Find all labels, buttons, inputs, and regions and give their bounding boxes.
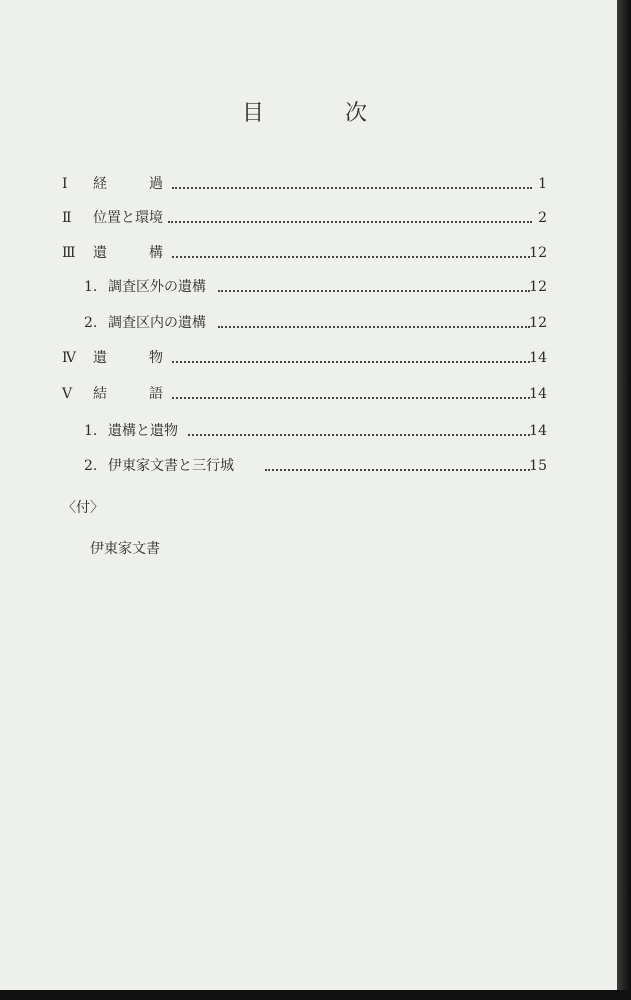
toc-label: 伊東家文書と三行城 — [108, 458, 234, 474]
toc-entry-4 — [0, 347, 617, 369]
toc-label: 調査区内の遺構 — [108, 315, 206, 331]
toc-number: 2. — [84, 315, 98, 331]
page-edge-shadow — [617, 0, 631, 1000]
toc-number: Ⅱ — [62, 210, 72, 226]
appendix-item: 伊東家文書 — [90, 541, 160, 557]
toc-entry-5-2 — [0, 455, 617, 477]
toc-entry-3-1 — [0, 276, 617, 298]
toc-number: Ⅰ — [62, 176, 68, 192]
toc-number: Ⅲ — [62, 245, 76, 261]
page-edge-bottom — [0, 990, 631, 1000]
toc-entry-5 — [0, 383, 617, 405]
toc-entry-1 — [0, 173, 617, 195]
toc-entry-2 — [0, 207, 617, 229]
toc-page-number: 12 — [529, 279, 547, 295]
dot-leader — [168, 221, 532, 223]
toc-number: Ⅳ — [62, 350, 76, 366]
dot-leader — [172, 397, 530, 399]
toc-page-number: 1 — [538, 176, 547, 192]
dot-leader — [172, 187, 532, 189]
page-title — [0, 96, 617, 126]
toc-number: 2. — [84, 458, 98, 474]
toc-number: 1. — [84, 279, 98, 295]
toc-page-number: 14 — [529, 386, 547, 402]
toc-page-number: 12 — [529, 245, 547, 261]
toc-page-number: 14 — [529, 423, 547, 439]
toc-page-number: 12 — [529, 315, 547, 331]
toc-label: 経過 — [93, 176, 205, 192]
toc-label: 遺物 — [93, 350, 205, 366]
toc-label: 結語 — [93, 386, 205, 402]
title-char-2: 次 — [345, 101, 368, 126]
dot-leader — [218, 326, 530, 328]
toc-number: 1. — [84, 423, 98, 439]
dot-leader — [218, 290, 530, 292]
toc-label: 調査区外の遺構 — [108, 279, 206, 295]
toc-page-number: 2 — [538, 210, 547, 226]
dot-leader — [188, 434, 530, 436]
toc-entry-3-2 — [0, 312, 617, 334]
toc-label: 位置と環境 — [93, 210, 163, 226]
toc-entry-5-1 — [0, 420, 617, 442]
toc-label: 遺構 — [93, 245, 205, 261]
dot-leader — [172, 361, 530, 363]
toc-label: 遺構と遺物 — [108, 423, 178, 439]
title-char-1: 目 — [242, 101, 265, 126]
dot-leader — [172, 256, 530, 258]
toc-page-number: 15 — [529, 458, 547, 474]
dot-leader — [265, 469, 530, 471]
toc-number: Ⅴ — [62, 386, 73, 402]
toc-entry-3 — [0, 242, 617, 264]
toc-page-number: 14 — [529, 350, 547, 366]
appendix-heading: 〈付〉 — [62, 500, 104, 516]
